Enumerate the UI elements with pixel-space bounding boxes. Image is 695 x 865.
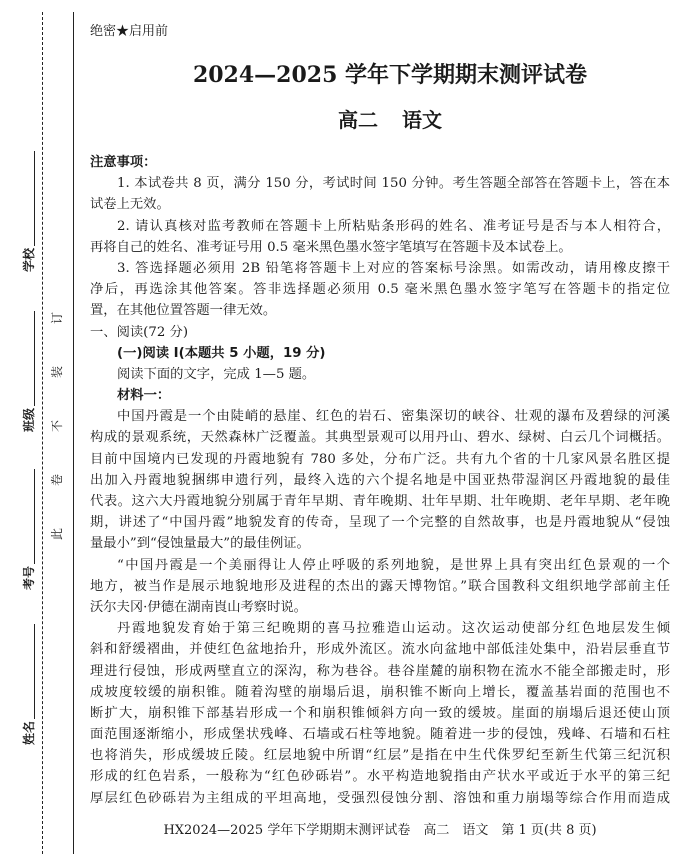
material-label: 材料一：: [117, 388, 171, 404]
page-title: 2024—2025 学年下学期期末测评试卷: [192, 62, 588, 88]
page-footer: HX2024—2025 学年下学期期末测评试卷 高二 语文 第 1 页(共 8 页): [163, 823, 597, 838]
binding-dashed-line: [42, 12, 43, 854]
passage-line: 期，讲述了“中国丹霞”地貌发育的传奇，呈现了一个完整的自然故事，也是丹霞地貌从“侵蚀: [90, 515, 670, 531]
instruction: 阅读下面的文字，完成 1—5 题。: [117, 366, 316, 382]
passage-line: 地方，被当作是展示地貌地形及进程的杰出的露天博物馆。”联合国教科文组织地学部前主任: [90, 578, 670, 594]
subject: 语文: [402, 108, 442, 132]
passage-line: 沃尔夫冈·伊德在湖南崀山考察时说。: [90, 599, 307, 615]
grade: 高二: [338, 108, 378, 132]
passage-line: 目前中国境内已发现的丹霞地貌有 780 多处，分布广泛。共有九个省的十几家风景名胜区提: [90, 451, 670, 467]
passage-line: 量最小”到“侵蚀量最大”的最佳例证。: [90, 536, 310, 552]
notes-line: 净后，再选涂其他答案。答非选择题必须用 0.5 毫米黑色墨水签字笔写在答题卡的指定位: [90, 282, 670, 298]
school-field[interactable]: 学校: [14, 122, 42, 272]
binding-seal-text: 此卷不装订: [50, 269, 64, 540]
passage-line: 也将消失，形成缓坡丘陵。红层地貌中所谓“红层”是指在中生代侏罗纪至新生代第三纪沉积: [90, 748, 670, 764]
passage-line: 构成的景观系统，天然森林广泛覆盖。其典型景观可以用丹山、碧水、绿树、白云几个词概括。: [90, 430, 670, 446]
passage-line: 出加入丹霞地貌捆绑申遗行列，最终入选的六个提名地是中国亚热带湿润区丹霞地貌的最佳: [90, 472, 670, 488]
passage-line: 形成的红色岩系，一般称为“红色砂砾岩”。水平构造地貌指由产状水平或近于水平的第三纪: [90, 769, 670, 785]
passage-line: 理进行侵蚀，形成两壁直立的深沟，称为巷谷。巷谷崖麓的崩积物在流水不能全部搬走时，形: [90, 663, 670, 679]
notes-line: 再将自己的姓名、准考证号用 0.5 毫米黑色墨水签字笔填写在答题卡及本试卷上。: [90, 239, 572, 255]
passage-line: 厚层红色砂砾岩为主组成的平坦高地，受强烈侵蚀分割、溶蚀和重力崩塌等综合作用而造成: [90, 790, 670, 806]
notes-line: 置，在其他位置答题一律无效。: [90, 303, 277, 319]
notes-heading: 注意事项：: [90, 155, 157, 170]
notes-line: 2. 请认真核对监考教师在答题卡上所粘贴条形码的姓名、准考证号是否与本人相符合，: [117, 218, 670, 234]
notes-line: 试卷上无效。: [90, 197, 170, 213]
passage-line: “中国丹霞是一个美丽得让人停止呼吸的系列地貌，是世界上具有突出红色景观的一个: [117, 557, 670, 573]
page-subtitle: [0, 104, 695, 133]
passage-line: 斜和舒缓褶曲，并使红色盆地抬升，形成外流区。流水向盆地中部低洼处集中，沿岩层垂直节: [90, 642, 670, 658]
subsection-heading: (一)阅读 I(本题共 5 小题，19 分): [117, 345, 326, 361]
section-heading: 一、阅读(72 分): [90, 324, 189, 340]
passage-line: 代表。这六大丹霞地貌分别属于青年早期、青年晚期、壮年早期、壮年晚期、老年早期、老年晚: [90, 494, 670, 509]
passage-line: 面范围逐渐缩小，形成堡状残峰、石墙或石柱等地貌。随着进一步的侵蚀，残峰、石墙和石柱: [90, 727, 670, 743]
binding-solid-line: [73, 12, 74, 854]
notes-line: 3. 答选择题必须用 2B 铅笔将答题卡上对应的答案标号涂黑。如需改动，请用橡皮擦干: [117, 260, 670, 276]
exam-body: [90, 152, 670, 809]
exam-number-field[interactable]: 考号: [14, 440, 42, 590]
class-field[interactable]: 班级: [14, 282, 42, 432]
notes-line: 1. 本试卷共 8 页，满分 150 分，考试时间 150 分钟。考生答题全部答在答题卡上，答在本: [117, 176, 670, 192]
passage-line: 断扩大，崩积锥下部基岩形成一个和崩积锥倾斜方向一致的缓坡。崖面的崩塌后退还使山顶: [90, 705, 670, 721]
name-field[interactable]: 姓名: [14, 595, 42, 745]
passage-line: 成坡度较缓的崩积锥。随着沟壁的崩塌后退，崩积锥不断向上增长，覆盖基岩面的范围也不: [90, 684, 670, 700]
passage-line: 丹霞地貌发育始于第三纪晚期的喜马拉雅造山运动。这次运动使部分红色地层发生倾: [117, 621, 670, 637]
secret-label: 绝密★启用前: [90, 24, 169, 39]
passage-line: 中国丹霞是一个由陡峭的悬崖、红色的岩石、密集深切的峡谷、壮观的瀑布及碧绿的河溪: [117, 409, 670, 425]
